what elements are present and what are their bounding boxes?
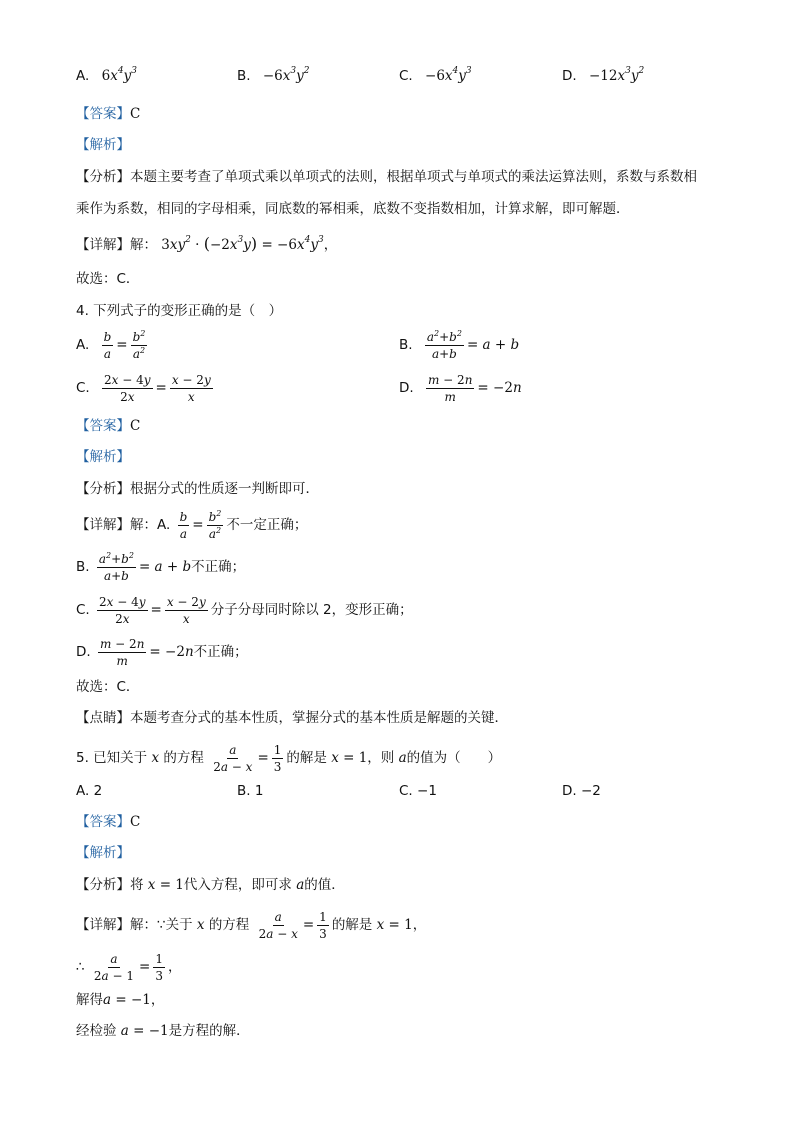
q4-option-a: A. $\frac{b}{a}$ = $\frac{b^2}{a^2}$	[76, 329, 146, 361]
q3-option-c: C. $-6x^4y^3$	[399, 66, 472, 84]
q3-option-b: B. $-6x^3y^2$	[237, 66, 310, 84]
q4-answer: 【答案】C	[76, 418, 141, 434]
q4-option-d: D. $\frac{m - 2n}{m}$ = −2n	[399, 373, 522, 404]
q5-option-b: B. 1	[237, 783, 264, 799]
q5-detail: 【详解】解：∵关于 x 的方程 $\frac{a}{2a - x}$ = $\frac{1}{3}$ 的解是 x = 1，	[76, 910, 427, 941]
q5-therefore: ∴ $\frac{a}{2a - 1}$ = $\frac{1}{3}$ ，	[76, 952, 182, 983]
q4-analysis-heading: 【解析】	[76, 449, 130, 465]
q3-fenxi-line1: 【分析】本题主要考查了单项式乘以单项式的法则，根据单项式与单项式的乘法运算法则，系数与系数相	[76, 169, 697, 185]
q3-choose: 故选：C．	[76, 271, 140, 287]
q3-option-d: D. $-12x^3y^2$	[562, 66, 645, 84]
q5-option-c: C. −1	[399, 783, 437, 799]
q3-option-a: A. $6x^4y^3$	[76, 66, 137, 84]
q5-check: 经检验 a = −1是方程的解．	[76, 1023, 250, 1039]
q4-detail-d: D. $\frac{m - 2n}{m}$ = −2n不正确；	[76, 637, 248, 668]
q4-stem: 4. 下列式子的变形正确的是（ ）	[76, 303, 283, 319]
q3-detail-expression: $3xy^2 \cdot (-2x^3y) = -6x^4y^3$	[161, 234, 324, 253]
q3-fenxi-line2: 乘作为系数，相同的字母相乘，同底数的幂相乘，底数不变指数相加，计算求解，即可解题．	[76, 201, 630, 217]
q5-answer: 【答案】C	[76, 814, 141, 830]
q4-choose: 故选：C．	[76, 679, 140, 695]
q4-detail-b: B. $\frac{a^2+b^2}{a+b}$ = a + b不正确；	[76, 551, 246, 583]
q5-stem: 5. 已知关于 x 的方程 $\frac{a}{2a - x}$ = $\frac{1}{3}$ 的解是 x = 1，则 a的值为（ ）	[76, 743, 502, 774]
q4-option-b: B. $\frac{a^2+b^2}{a+b}$ = a + b	[399, 329, 520, 361]
q3-answer: 【答案】C	[76, 106, 141, 122]
q4-detail-a: 【详解】解：A. $\frac{b}{a}$ = $\frac{b^2}{a^2}$ 不一定正确；	[76, 509, 308, 541]
q4-dianjing: 【点睛】本题考查分式的基本性质，掌握分式的基本性质是解题的关键．	[76, 710, 508, 726]
q5-analysis-heading: 【解析】	[76, 845, 130, 861]
q4-detail-c: C. $\frac{2x - 4y}{2x}$ = $\frac{x - 2y}{x}$ 分子分母同时除以 2，变形正确；	[76, 595, 413, 626]
q5-option-a: A. 2	[76, 783, 103, 799]
q3-analysis-heading: 【解析】	[76, 137, 130, 153]
q5-solve: 解得a = −1，	[76, 992, 165, 1008]
q5-fenxi: 【分析】将 x = 1代入方程，即可求 a的值．	[76, 877, 345, 893]
q5-option-d: D. −2	[562, 783, 601, 799]
q4-option-c: C. $\frac{2x - 4y}{2x}$ = $\frac{x - 2y}{x}$	[76, 373, 211, 404]
q4-fenxi: 【分析】根据分式的性质逐一判断即可．	[76, 481, 319, 497]
q3-detail: 【详解】解： $3xy^2 \cdot (-2x^3y) = -6x^4y^3$，	[76, 234, 338, 253]
